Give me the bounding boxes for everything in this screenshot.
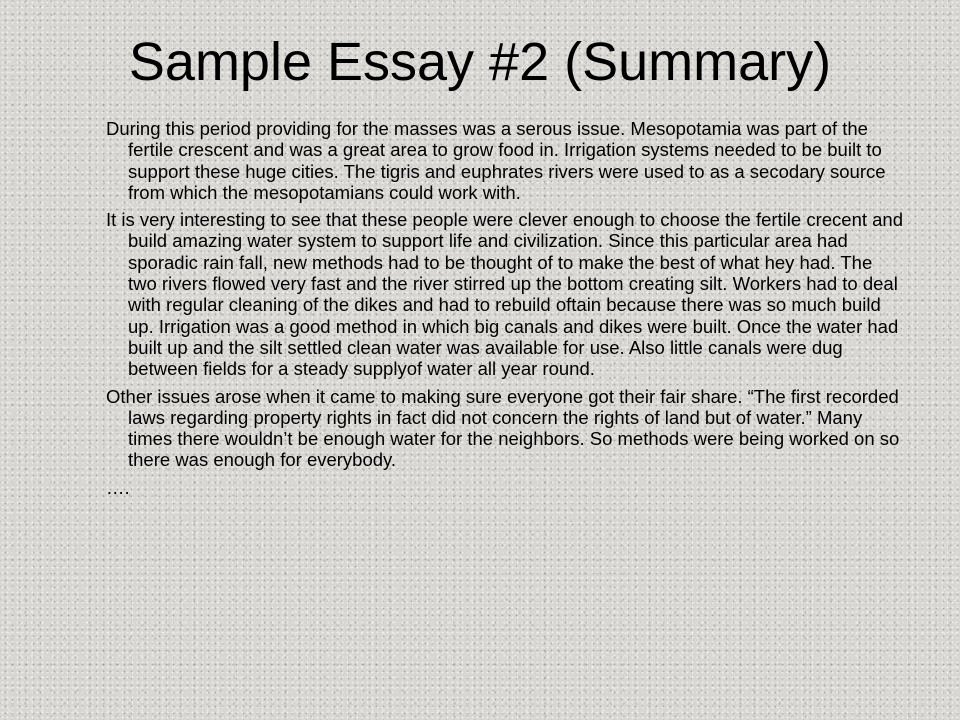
paragraph-3: Other issues arose when it came to making sure everyone got their fair share. “The first recorded laws regarding property rights in fact did not concern the rights of land but of water.” Many times there wouldn’t be enough water for the neighbors. So methods were being worked on so there was enough for everybody. — [106, 385, 900, 471]
paragraph-2: It is very interesting to see that these people were clever enough to choose the fertile crecent and build amazing water system to support life and civilization. Since this particular area had sporadic rain fall, new methods had to be thought of to make the best of what hey had. The two rivers flowed very fast and the river stirred up the bottom creating silt. Workers had to deal with regular cleaning of the dikes and had to rebuild oftain because there was so much build up. Irrigation was a good method in which big canals and dikes were built. Once the water had built up and the silt settled clean water was available for use. Also little canals were dug between fields for a steady supplyof water all year round. — [106, 209, 903, 380]
paragraph-1: During this period providing for the masses was a serous issue. Mesopotamia was part of the fertile crescent and was a great area to grow food in. Irrigation systems needed to be built to support these huge cities. The tigris and euphrates rivers were used to as a secodary source from which the mesopotamians could work with. — [106, 118, 886, 203]
slide-body — [106, 118, 906, 499]
slide-title: Sample Essay #2 (Summary) — [128, 32, 832, 92]
ellipsis: …. — [106, 476, 130, 498]
